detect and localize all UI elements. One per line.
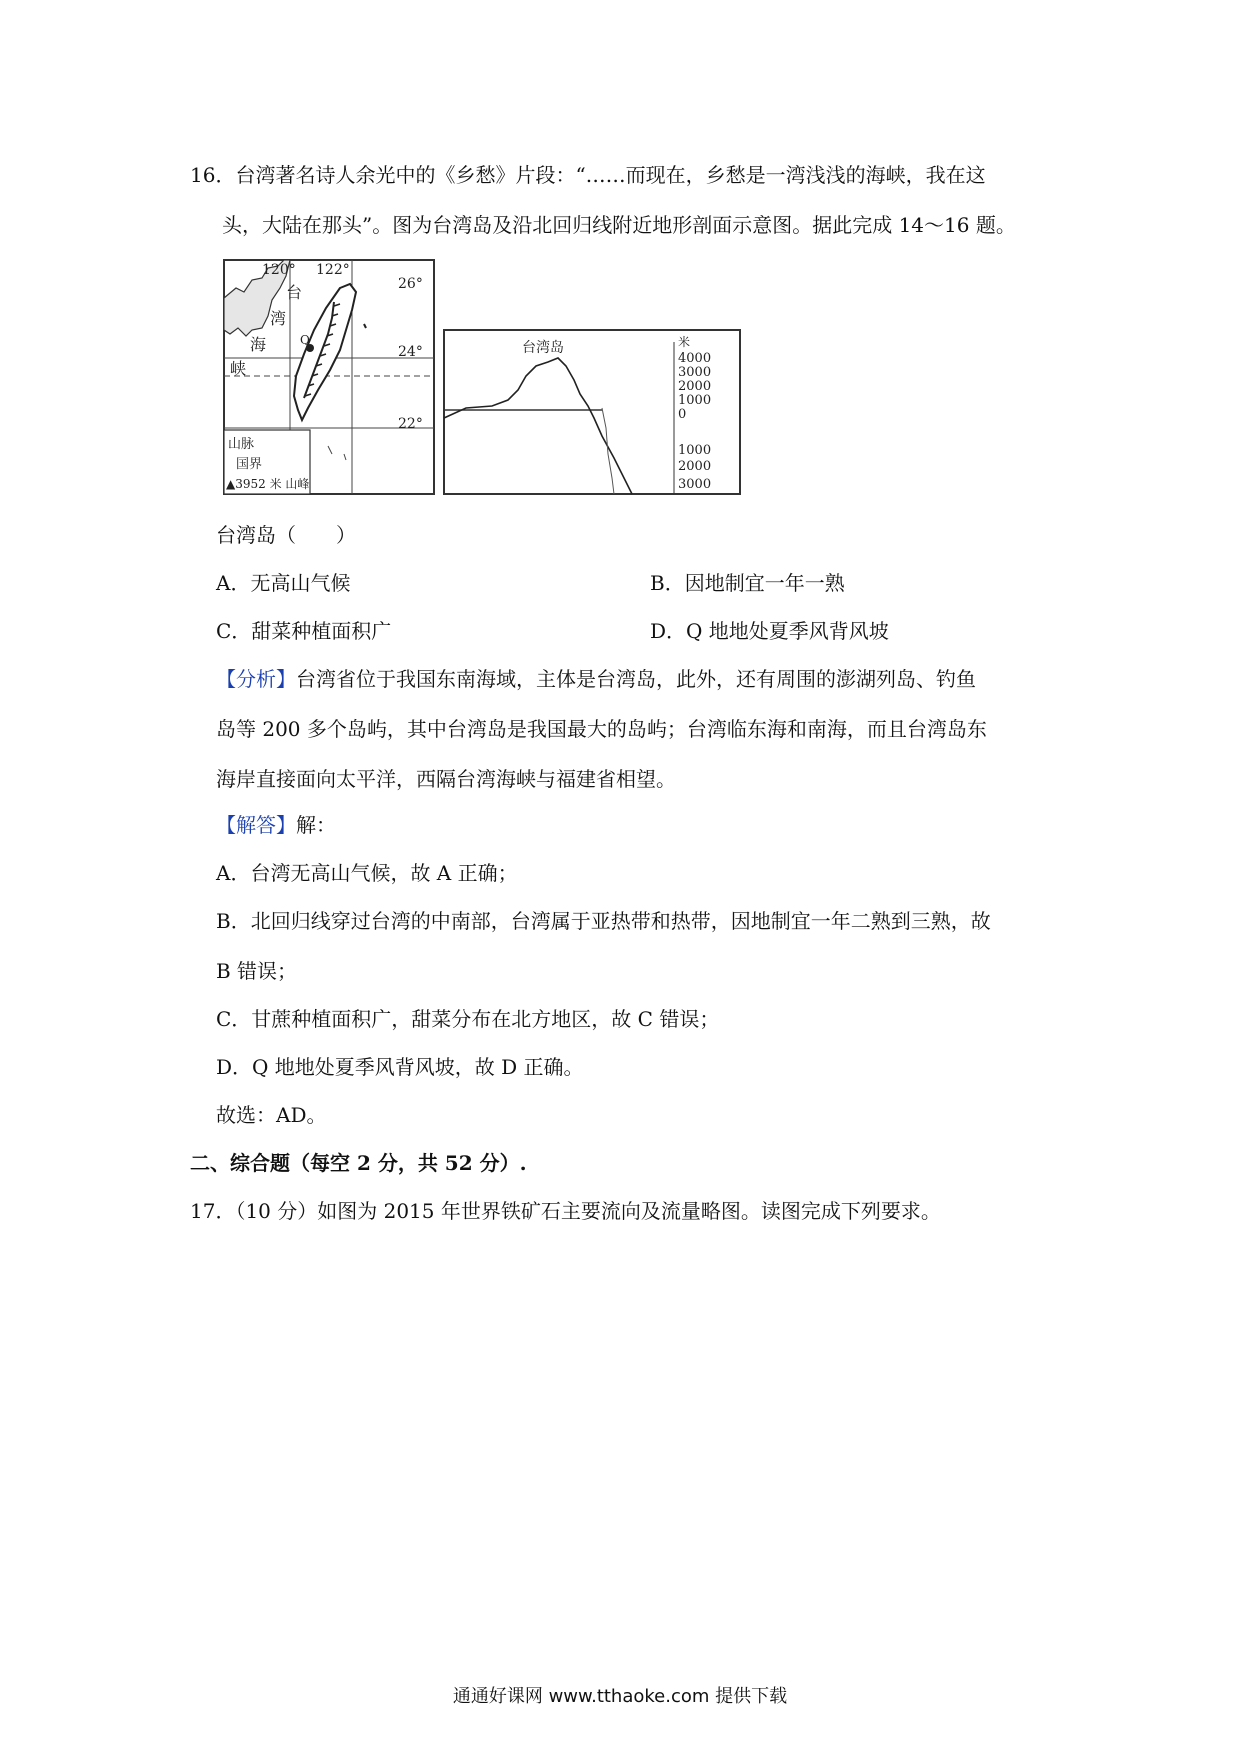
- legend-border: 国界: [236, 457, 263, 472]
- analysis-text-1: 台湾省位于我国东南海域，主体是台湾岛，此外，还有周围的澎湖列岛、钓鱼: [296, 667, 976, 691]
- option-d: D．Q 地地处夏季风背风坡: [650, 619, 889, 643]
- tick-up-0: 0: [678, 407, 687, 422]
- map-label-q: Q: [300, 333, 310, 347]
- profile-ticks-down: [678, 443, 711, 492]
- map-lon-122: 122°: [316, 262, 350, 278]
- final-choice: 故选：AD。: [216, 1103, 327, 1127]
- tick-up-3000: 3000: [678, 365, 712, 380]
- map-lon-120: 120°: [262, 262, 296, 278]
- map-lat-24: 24°: [398, 344, 423, 360]
- q16-stem-line1: 16．台湾著名诗人余光中的《乡愁》片段：“……而现在，乡愁是一湾浅浅的海峡，我在这: [190, 163, 986, 187]
- map-label-wan: 湾: [270, 309, 287, 328]
- tick-down-2000: 2000: [678, 459, 712, 474]
- islet-mark: [364, 324, 366, 328]
- east-coast-drop-line: [602, 408, 614, 494]
- page-footer: 通通好课网 www.tthaoke.com 提供下载: [452, 1686, 788, 1707]
- map-lat-22: 22°: [398, 416, 423, 432]
- border-dash-1: [328, 446, 332, 454]
- map-label-tai: 台: [286, 283, 303, 302]
- map-label-xia: 峡: [230, 359, 247, 378]
- taiwan-island: [294, 284, 356, 420]
- analysis-tag: 【分析】: [216, 667, 296, 691]
- tick-down-3000: 3000: [678, 477, 712, 492]
- taiwan-figure-svg: [222, 258, 742, 498]
- legend-mountain: 山脉: [228, 437, 255, 452]
- option-c: C．甜菜种植面积广: [216, 619, 392, 643]
- border-dash-2: [344, 454, 346, 460]
- tick-up-1000: 1000: [678, 393, 712, 408]
- section-2-heading: 二、综合题（每空 2 分，共 52 分）.: [190, 1151, 527, 1175]
- option-b: B．因地制宜一年一熟: [650, 571, 845, 595]
- taiwan-figure: [222, 258, 742, 498]
- tick-up-4000: 4000: [678, 351, 712, 366]
- map-lat-26: 26°: [398, 276, 423, 292]
- profile-title: 台湾岛: [522, 340, 564, 356]
- analysis-line3: 海岸直接面向太平洋，西隔台湾海峡与福建省相望。: [216, 767, 676, 791]
- answer-a: A．台湾无高山气候，故 A 正确；: [216, 861, 518, 885]
- q17-stem: 17．（10 分）如图为 2015 年世界铁矿石主要流向及流量略图。读图完成下列要求。: [190, 1199, 941, 1223]
- answer-c: C．甘蔗种植面积广，甜菜分布在北方地区，故 C 错误；: [216, 1007, 720, 1031]
- tick-down-1000: 1000: [678, 443, 712, 458]
- answer-d: D．Q 地地处夏季风背风坡，故 D 正确。: [216, 1055, 584, 1079]
- legend-peak: ▲3952 米 山峰: [226, 477, 310, 491]
- q16-prompt: 台湾岛（ ）: [216, 523, 356, 547]
- answer-b-line1: B．北回归线穿过台湾的中南部，台湾属于亚热带和热带，因地制宜一年二熟到三熟，故: [216, 909, 991, 933]
- analysis-line2: 岛等 200 多个岛屿，其中台湾岛是我国最大的岛屿；台湾临东海和南海，而且台湾岛东: [216, 717, 987, 741]
- tick-up-2000: 2000: [678, 379, 712, 394]
- answer-b-line2: B 错误；: [216, 959, 298, 983]
- option-a: A．无高山气候: [216, 571, 351, 595]
- profile-ticks-up: [678, 351, 711, 422]
- terrain-profile-line: [444, 358, 632, 494]
- answer-tag: 【解答】: [216, 813, 296, 837]
- analysis-line1: [216, 666, 976, 692]
- profile-unit: 米: [678, 335, 691, 349]
- q16-stem-line2: 头，大陆在那头”。图为台湾岛及沿北回归线附近地形剖面示意图。据此完成 14～16 题。: [222, 213, 1016, 237]
- answer-suffix: 解：: [296, 813, 336, 837]
- map-label-hai: 海: [250, 335, 267, 354]
- answer-heading: [216, 812, 336, 838]
